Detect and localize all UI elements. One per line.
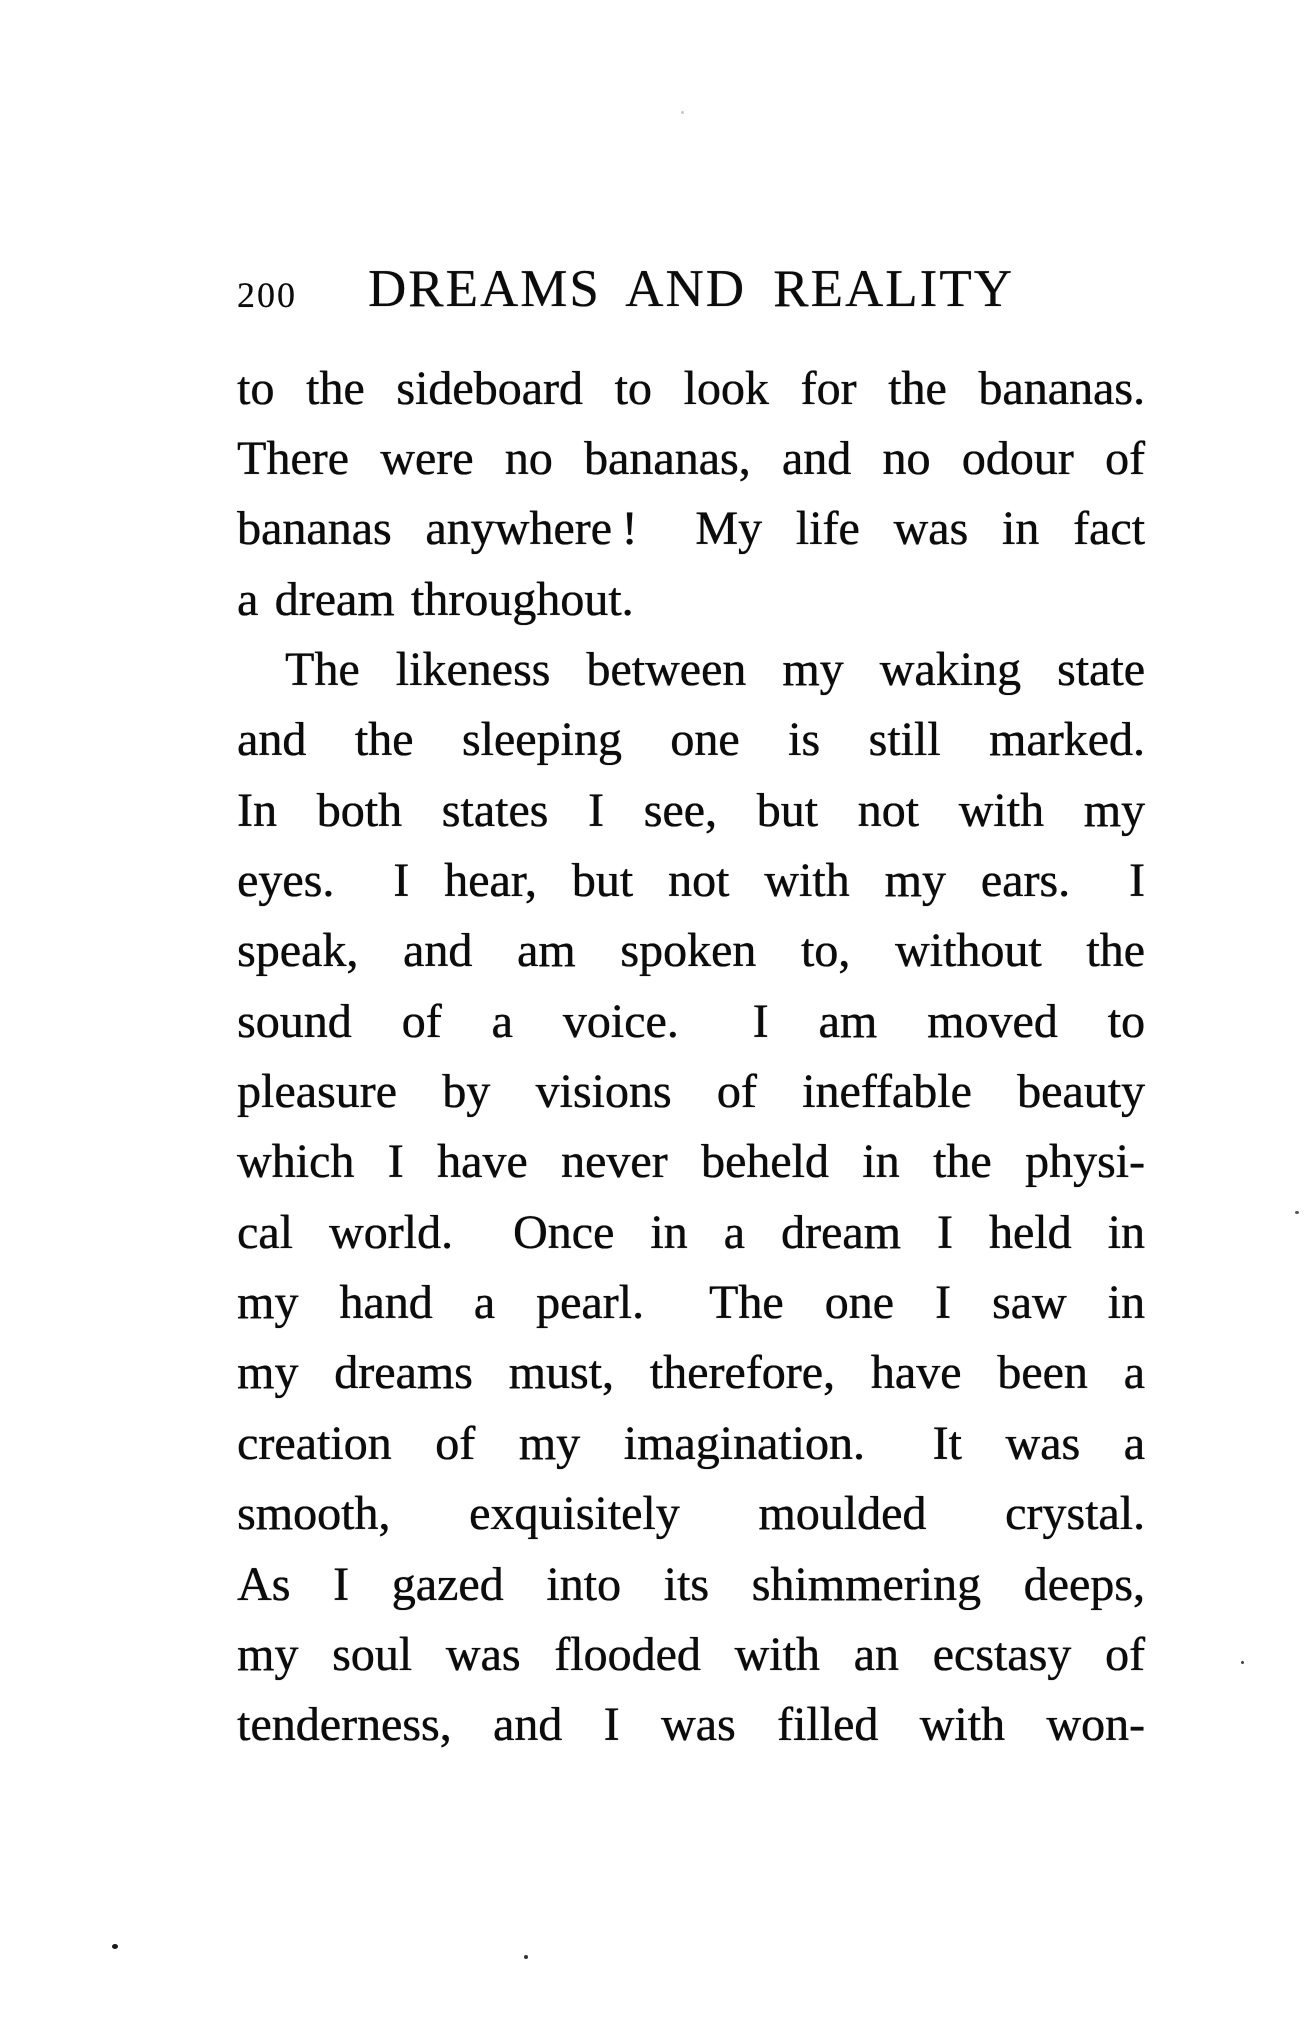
text-line: pleasure by visions of ineffable beauty: [237, 1065, 1145, 1119]
scan-speck: [524, 1955, 528, 1959]
text-line: bananas anywhere ! My life was in fact: [237, 502, 1145, 556]
text-line: In both states I see, but not with my: [237, 783, 1145, 837]
text-line: to the sideboard to look for the bananas.: [237, 361, 1145, 415]
text-line: cal world. Once in a dream I held in: [237, 1205, 1145, 1259]
scan-speck: [681, 111, 684, 114]
scan-speck: [1295, 1211, 1299, 1214]
text-line: my soul was flooded with an ecstasy of: [237, 1627, 1145, 1681]
text-line: speak, and am spoken to, without the: [237, 924, 1145, 978]
text-line: As I gazed into its shimmering deeps,: [237, 1557, 1145, 1611]
text-line: There were no bananas, and no odour of: [237, 432, 1145, 486]
text-line: tenderness, and I was filled with won-: [237, 1698, 1145, 1752]
page-number: 200: [237, 275, 297, 315]
text-line: my dreams must, therefore, have been a: [237, 1346, 1145, 1400]
page-header: [237, 258, 1145, 320]
text-line: my hand a pearl. The one I saw in: [237, 1276, 1145, 1330]
text-line: eyes. I hear, but not with my ears. I: [237, 854, 1145, 908]
text-line: a dream throughout.: [237, 572, 634, 626]
running-title: DREAMS AND REALITY: [368, 260, 1014, 318]
text-line: smooth, exquisitely moulded crystal.: [237, 1487, 1145, 1541]
text-line: sound of a voice. I am moved to: [237, 994, 1145, 1048]
text-line: which I have never beheld in the physi-: [237, 1135, 1145, 1189]
text-line: creation of my imagination. It was a: [237, 1416, 1145, 1470]
text-line: and the sleeping one is still marked.: [237, 713, 1145, 767]
text-line: The likeness between my waking state: [285, 643, 1145, 697]
text-block: [237, 353, 1145, 1760]
scan-speck: [1241, 1661, 1244, 1664]
scan-speck: [112, 1944, 118, 1949]
